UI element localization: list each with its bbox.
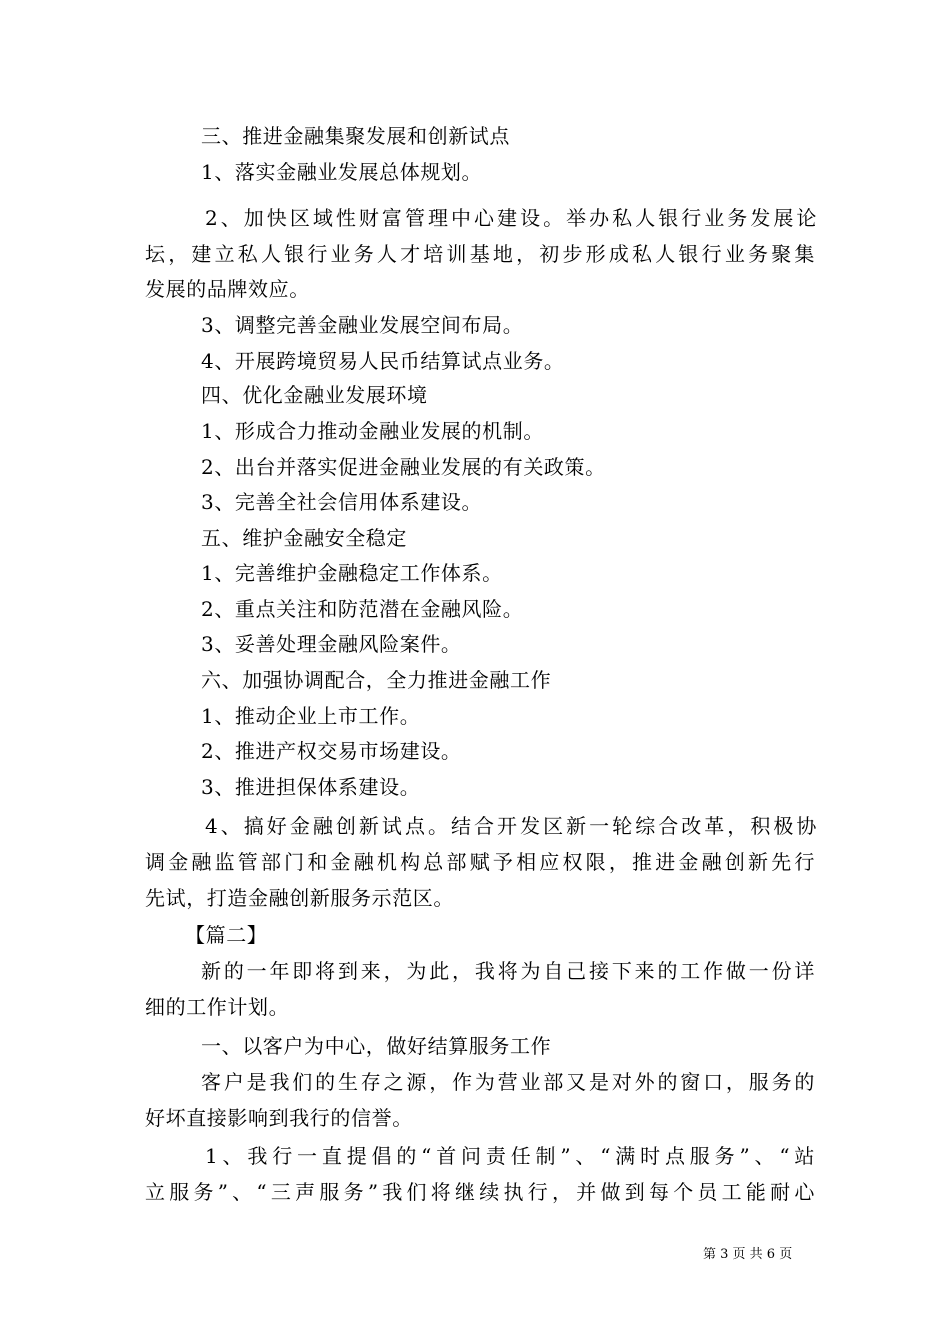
list-item: 3、调整完善金融业发展空间布局。 [201, 313, 524, 337]
paragraph-line: 新的一年即将到来，为此，我将为自己接下来的工作做一份详 [201, 959, 815, 983]
paragraph-line: 立服务”、“三声服务”我们将继续执行，并做到每个员工能耐心 [145, 1180, 815, 1204]
paragraph-line: 1、我行一直提倡的“首问责任制”、“满时点服务”、“站 [205, 1144, 815, 1168]
list-item: 2、推进产权交易市场建设。 [201, 739, 462, 763]
list-item: 1、形成合力推动金融业发展的机制。 [201, 419, 544, 443]
paragraph-line: 4、搞好金融创新试点。结合开发区新一轮综合改革，积极协 [205, 814, 817, 838]
section-heading: 一、以客户为中心，做好结算服务工作 [201, 1034, 552, 1058]
paragraph-line: 细的工作计划。 [145, 995, 290, 1019]
section-heading: 三、推进金融集聚发展和创新试点 [201, 124, 510, 148]
section-heading: 五、维护金融安全稳定 [201, 526, 407, 550]
paragraph-line: 先试，打造金融创新服务示范区。 [145, 886, 454, 910]
list-item: 3、推进担保体系建设。 [201, 775, 421, 799]
list-item: 2、出台并落实促进金融业发展的有关政策。 [201, 455, 606, 479]
list-item: 2、重点关注和防范潜在金融风险。 [201, 597, 524, 621]
paragraph-line: 客户是我们的生存之源，作为营业部又是对外的窗口，服务的 [201, 1070, 815, 1094]
page-number: 第 3 页 共 6 页 [703, 1247, 793, 1262]
list-item: 3、妥善处理金融风险案件。 [201, 632, 462, 656]
list-item: 1、推动企业上市工作。 [201, 704, 421, 728]
paragraph-line: 发展的品牌效应。 [145, 277, 310, 301]
paragraph-line: 坛，建立私人银行业务人才培训基地，初步形成私人银行业务聚集 [145, 242, 815, 266]
paragraph-line: 好坏直接影响到我行的信誉。 [145, 1106, 413, 1130]
list-item: 1、完善维护金融稳定工作体系。 [201, 561, 503, 585]
paragraph-line: 2、加快区域性财富管理中心建设。举办私人银行业务发展论 [205, 206, 817, 230]
list-item: 4、开展跨境贸易人民币结算试点业务。 [201, 349, 565, 373]
section-heading: 六、加强协调配合，全力推进金融工作 [201, 668, 552, 692]
list-item: 3、完善全社会信用体系建设。 [201, 490, 483, 514]
list-item: 1、落实金融业发展总体规划。 [201, 160, 483, 184]
part-heading: 【篇二】 [185, 923, 268, 947]
paragraph-line: 调金融监管部门和金融机构总部赋予相应权限，推进金融创新先行 [145, 850, 815, 874]
section-heading: 四、优化金融业发展环境 [201, 383, 428, 407]
